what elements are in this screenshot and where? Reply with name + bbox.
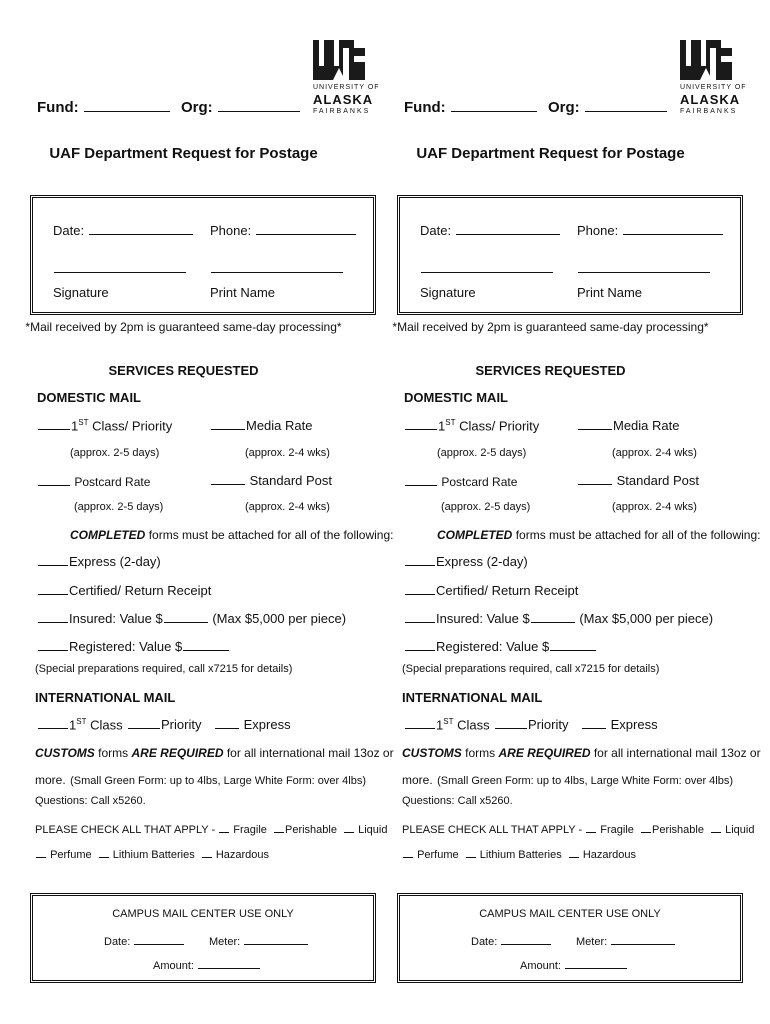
lithium-checkbox[interactable] xyxy=(99,846,109,858)
insured-option[interactable] xyxy=(404,611,713,626)
campus-meter-label: Meter: xyxy=(209,936,241,948)
campus-date-label: Date: xyxy=(471,936,498,948)
media-rate-option[interactable] xyxy=(577,418,679,433)
questions-note: Questions: Call x5260. xyxy=(402,795,513,807)
customs-rest: for all international mail 13oz or xyxy=(593,746,761,760)
first-class-checkbox[interactable] xyxy=(38,418,70,430)
signature-label: Signature xyxy=(420,285,476,300)
uaf-logo-mark xyxy=(680,38,734,82)
fund-field[interactable] xyxy=(84,100,170,112)
intl-priority-label: Priority xyxy=(528,717,569,732)
more-word: more. xyxy=(35,773,66,787)
certified-option[interactable] xyxy=(37,583,211,598)
special-prep-note: (Special preparations required, call x7215 for details) xyxy=(35,663,293,675)
logo-line2: ALASKA xyxy=(313,92,374,107)
logo-line1: UNIVERSITY OF xyxy=(680,84,747,91)
phone-field[interactable] xyxy=(256,223,356,235)
check-all-row xyxy=(35,821,387,836)
notice: *Mail received by 2pm is guaranteed same-day processing* xyxy=(392,320,709,334)
international-heading: INTERNATIONAL MAIL xyxy=(35,690,176,705)
intl-first-class-option[interactable] xyxy=(37,717,123,732)
first-class-approx: (approx. 2-5 days) xyxy=(437,447,527,459)
first-class-option[interactable] xyxy=(37,418,172,433)
media-rate-approx: (approx. 2-4 wks) xyxy=(245,447,330,459)
postcard-checkbox[interactable] xyxy=(405,474,437,486)
perishable-label: Perishable xyxy=(651,824,704,836)
first-class-label: Class/ Priority xyxy=(459,418,540,434)
perishable-label: Perishable xyxy=(284,824,337,836)
perfume-checkbox[interactable] xyxy=(36,846,46,858)
phone-row xyxy=(577,223,724,238)
express-option[interactable] xyxy=(37,554,161,569)
print-name-label: Print Name xyxy=(577,285,643,300)
standard-post-checkbox[interactable] xyxy=(211,473,245,485)
campus-amount-field[interactable] xyxy=(565,957,627,969)
postcard-label: Postcard Rate xyxy=(74,475,151,489)
check-all-label: PLEASE CHECK ALL THAT APPLY - xyxy=(402,824,583,836)
org-field[interactable] xyxy=(585,100,667,112)
liquid-label: Liquid xyxy=(358,824,388,836)
campus-heading: CAMPUS MAIL CENTER USE ONLY xyxy=(479,908,661,920)
fragile-checkbox[interactable] xyxy=(586,821,596,833)
intl-express-option[interactable] xyxy=(214,717,291,732)
more-note xyxy=(35,771,366,789)
fragile-label: Fragile xyxy=(600,824,634,836)
insured-max: (Max $5,000 per piece) xyxy=(579,611,714,626)
insured-value-field[interactable] xyxy=(164,611,208,623)
completed-rest: forms must be attached for all of the following: xyxy=(148,528,394,542)
campus-amount-label: Amount: xyxy=(520,960,561,972)
domestic-heading: DOMESTIC MAIL xyxy=(404,390,508,405)
completed-note xyxy=(70,528,393,542)
first-class-option[interactable] xyxy=(404,418,539,433)
date-label: Date: xyxy=(53,223,85,238)
campus-date-row xyxy=(104,933,185,948)
first-class-sup: ST xyxy=(445,418,456,427)
campus-meter-field[interactable] xyxy=(611,933,675,945)
phone-label: Phone: xyxy=(210,223,252,238)
express-checkbox[interactable] xyxy=(38,554,68,566)
intl-first-num: 1 xyxy=(69,717,77,733)
express-checkbox[interactable] xyxy=(405,554,435,566)
fragile-label: Fragile xyxy=(233,824,267,836)
logo-line3: FAIRBANKS xyxy=(313,108,371,115)
customs-required: ARE REQUIRED xyxy=(498,746,591,760)
express-label: Express (2-day) xyxy=(69,554,161,569)
media-rate-label: Media Rate xyxy=(613,418,680,433)
form-title: UAF Department Request for Postage xyxy=(49,145,318,162)
insured-label: Insured: Value $ xyxy=(69,611,163,626)
special-prep-note: (Special preparations required, call x7215 for details) xyxy=(402,663,660,675)
more-rest: (Small Green Form: up to 4lbs, Large White Form: over 4lbs) xyxy=(437,775,734,787)
hazardous-checkbox[interactable] xyxy=(202,846,212,858)
first-class-checkbox[interactable] xyxy=(405,418,437,430)
first-class-approx: (approx. 2-5 days) xyxy=(70,447,160,459)
liquid-checkbox[interactable] xyxy=(344,821,354,833)
logo-line3: FAIRBANKS xyxy=(680,108,738,115)
intl-express-option[interactable] xyxy=(581,717,658,732)
standard-post-checkbox[interactable] xyxy=(578,473,612,485)
campus-meter-row xyxy=(576,933,676,948)
print-name-label: Print Name xyxy=(210,285,276,300)
intl-priority-option[interactable] xyxy=(494,717,568,732)
customs-rest: for all international mail 13oz or xyxy=(226,746,394,760)
certified-label: Certified/ Return Receipt xyxy=(436,583,579,598)
campus-meter-field[interactable] xyxy=(244,933,308,945)
completed-rest: forms must be attached for all of the following: xyxy=(515,528,761,542)
lithium-label: Lithium Batteries xyxy=(479,849,562,861)
perfume-label: Perfume xyxy=(417,849,459,861)
uaf-logo xyxy=(313,38,380,120)
uaf-logo-mark xyxy=(313,38,367,82)
registered-option[interactable] xyxy=(404,639,597,654)
media-rate-label: Media Rate xyxy=(246,418,313,433)
insured-checkbox[interactable] xyxy=(38,611,68,623)
org-label: Org: xyxy=(548,99,580,116)
campus-date-field[interactable] xyxy=(501,933,551,945)
campus-date-field[interactable] xyxy=(134,933,184,945)
intl-express-checkbox[interactable] xyxy=(582,717,606,729)
hazard-row xyxy=(402,846,636,861)
perishable-checkbox[interactable] xyxy=(274,821,284,833)
signature-field[interactable] xyxy=(421,261,553,273)
campus-heading: CAMPUS MAIL CENTER USE ONLY xyxy=(112,908,294,920)
first-class-sup: ST xyxy=(78,418,89,427)
certified-label: Certified/ Return Receipt xyxy=(69,583,212,598)
insured-value-field[interactable] xyxy=(531,611,575,623)
campus-amount-label: Amount: xyxy=(153,960,194,972)
intl-priority-checkbox[interactable] xyxy=(495,717,527,729)
date-field[interactable] xyxy=(89,223,193,235)
uaf-logo xyxy=(680,38,747,120)
org-field[interactable] xyxy=(218,100,300,112)
customs-note xyxy=(35,746,394,760)
postcard-approx: (approx. 2-5 days) xyxy=(74,501,164,513)
notice: *Mail received by 2pm is guaranteed same-day processing* xyxy=(25,320,342,334)
form-title: UAF Department Request for Postage xyxy=(416,145,685,162)
more-note xyxy=(402,771,733,789)
signature-label: Signature xyxy=(53,285,109,300)
completed-bold: COMPLETED xyxy=(437,528,513,542)
lithium-checkbox[interactable] xyxy=(466,846,476,858)
registered-label: Registered: Value $ xyxy=(436,639,550,654)
postcard-label: Postcard Rate xyxy=(441,475,518,489)
media-rate-checkbox[interactable] xyxy=(211,418,245,430)
first-class-num: 1 xyxy=(71,418,79,434)
intl-first-sup: ST xyxy=(76,717,87,726)
certified-option[interactable] xyxy=(404,583,578,598)
registered-option[interactable] xyxy=(37,639,230,654)
campus-use-box xyxy=(397,893,743,983)
customs-required: ARE REQUIRED xyxy=(131,746,224,760)
intl-first-label: Class xyxy=(90,717,123,733)
intl-express-label: Express xyxy=(610,717,658,732)
completed-bold: COMPLETED xyxy=(70,528,146,542)
insured-option[interactable] xyxy=(37,611,346,626)
date-row xyxy=(53,223,194,238)
hazardous-label: Hazardous xyxy=(215,849,270,861)
campus-amount-field[interactable] xyxy=(198,957,260,969)
phone-row xyxy=(210,223,357,238)
more-word: more. xyxy=(402,773,433,787)
customs-bold: CUSTOMS xyxy=(35,746,95,760)
requester-box xyxy=(397,195,743,315)
intl-first-class-option[interactable] xyxy=(404,717,490,732)
liquid-label: Liquid xyxy=(725,824,755,836)
standard-post-option[interactable] xyxy=(210,473,332,488)
postcard-option[interactable] xyxy=(404,474,517,489)
campus-amount-row xyxy=(153,957,261,972)
intl-first-num: 1 xyxy=(436,717,444,733)
standard-post-label: Standard Post xyxy=(616,473,700,488)
fund-label: Fund: xyxy=(404,99,446,116)
registered-value-field[interactable] xyxy=(550,639,596,651)
date-label: Date: xyxy=(420,223,452,238)
org-label: Org: xyxy=(181,99,213,116)
campus-date-row xyxy=(471,933,552,948)
intl-first-class-checkbox[interactable] xyxy=(405,717,435,729)
customs-bold: CUSTOMS xyxy=(402,746,462,760)
standard-post-approx: (approx. 2-4 wks) xyxy=(612,501,697,513)
completed-note xyxy=(437,528,760,542)
intl-priority-option[interactable] xyxy=(127,717,201,732)
insured-max: (Max $5,000 per piece) xyxy=(212,611,347,626)
phone-label: Phone: xyxy=(577,223,619,238)
registered-checkbox[interactable] xyxy=(38,639,68,651)
date-row xyxy=(420,223,561,238)
postage-form-right xyxy=(367,0,761,1024)
fund-org-line xyxy=(404,99,668,116)
registered-label: Registered: Value $ xyxy=(69,639,183,654)
insured-checkbox[interactable] xyxy=(405,611,435,623)
requester-box xyxy=(30,195,376,315)
perfume-label: Perfume xyxy=(50,849,92,861)
logo-line2: ALASKA xyxy=(680,92,741,107)
media-rate-option[interactable] xyxy=(210,418,312,433)
media-rate-approx: (approx. 2-4 wks) xyxy=(612,447,697,459)
intl-first-sup: ST xyxy=(443,717,454,726)
certified-checkbox[interactable] xyxy=(38,583,68,595)
check-all-row xyxy=(402,821,754,836)
standard-post-option[interactable] xyxy=(577,473,699,488)
media-rate-checkbox[interactable] xyxy=(578,418,612,430)
first-class-label: Class/ Priority xyxy=(92,418,173,434)
liquid-checkbox[interactable] xyxy=(711,821,721,833)
logo-line1: UNIVERSITY OF xyxy=(313,84,380,91)
more-rest: (Small Green Form: up to 4lbs, Large White Form: over 4lbs) xyxy=(70,775,367,787)
perishable-checkbox[interactable] xyxy=(641,821,651,833)
hazardous-checkbox[interactable] xyxy=(569,846,579,858)
postcard-approx: (approx. 2-5 days) xyxy=(441,501,531,513)
insured-label: Insured: Value $ xyxy=(436,611,530,626)
campus-meter-label: Meter: xyxy=(576,936,608,948)
intl-priority-label: Priority xyxy=(161,717,202,732)
hazardous-label: Hazardous xyxy=(582,849,637,861)
campus-amount-row xyxy=(520,957,628,972)
questions-note: Questions: Call x5260. xyxy=(35,795,146,807)
campus-use-box xyxy=(30,893,376,983)
campus-meter-row xyxy=(209,933,309,948)
signature-field[interactable] xyxy=(54,261,186,273)
phone-field[interactable] xyxy=(623,223,723,235)
express-option[interactable] xyxy=(404,554,528,569)
customs-mid: forms xyxy=(465,746,496,760)
date-field[interactable] xyxy=(456,223,560,235)
intl-express-label: Express xyxy=(243,717,291,732)
check-all-label: PLEASE CHECK ALL THAT APPLY - xyxy=(35,824,216,836)
fund-field[interactable] xyxy=(451,100,537,112)
customs-mid: forms xyxy=(98,746,129,760)
services-heading: SERVICES REQUESTED xyxy=(475,363,626,378)
intl-express-checkbox[interactable] xyxy=(215,717,239,729)
intl-first-label: Class xyxy=(457,717,490,733)
campus-date-label: Date: xyxy=(104,936,131,948)
lithium-label: Lithium Batteries xyxy=(112,849,195,861)
hazard-row xyxy=(35,846,269,861)
certified-checkbox[interactable] xyxy=(405,583,435,595)
registered-value-field[interactable] xyxy=(183,639,229,651)
fund-label: Fund: xyxy=(37,99,79,116)
intl-first-class-checkbox[interactable] xyxy=(38,717,68,729)
registered-checkbox[interactable] xyxy=(405,639,435,651)
standard-post-approx: (approx. 2-4 wks) xyxy=(245,501,330,513)
first-class-num: 1 xyxy=(438,418,446,434)
standard-post-label: Standard Post xyxy=(249,473,333,488)
intl-priority-checkbox[interactable] xyxy=(128,717,160,729)
perfume-checkbox[interactable] xyxy=(403,846,413,858)
print-name-field[interactable] xyxy=(578,261,710,273)
postcard-checkbox[interactable] xyxy=(38,474,70,486)
print-name-field[interactable] xyxy=(211,261,343,273)
fund-org-line xyxy=(37,99,301,116)
international-heading: INTERNATIONAL MAIL xyxy=(402,690,543,705)
customs-note xyxy=(402,746,761,760)
domestic-heading: DOMESTIC MAIL xyxy=(37,390,141,405)
postcard-option[interactable] xyxy=(37,474,150,489)
services-heading: SERVICES REQUESTED xyxy=(108,363,259,378)
fragile-checkbox[interactable] xyxy=(219,821,229,833)
express-label: Express (2-day) xyxy=(436,554,528,569)
